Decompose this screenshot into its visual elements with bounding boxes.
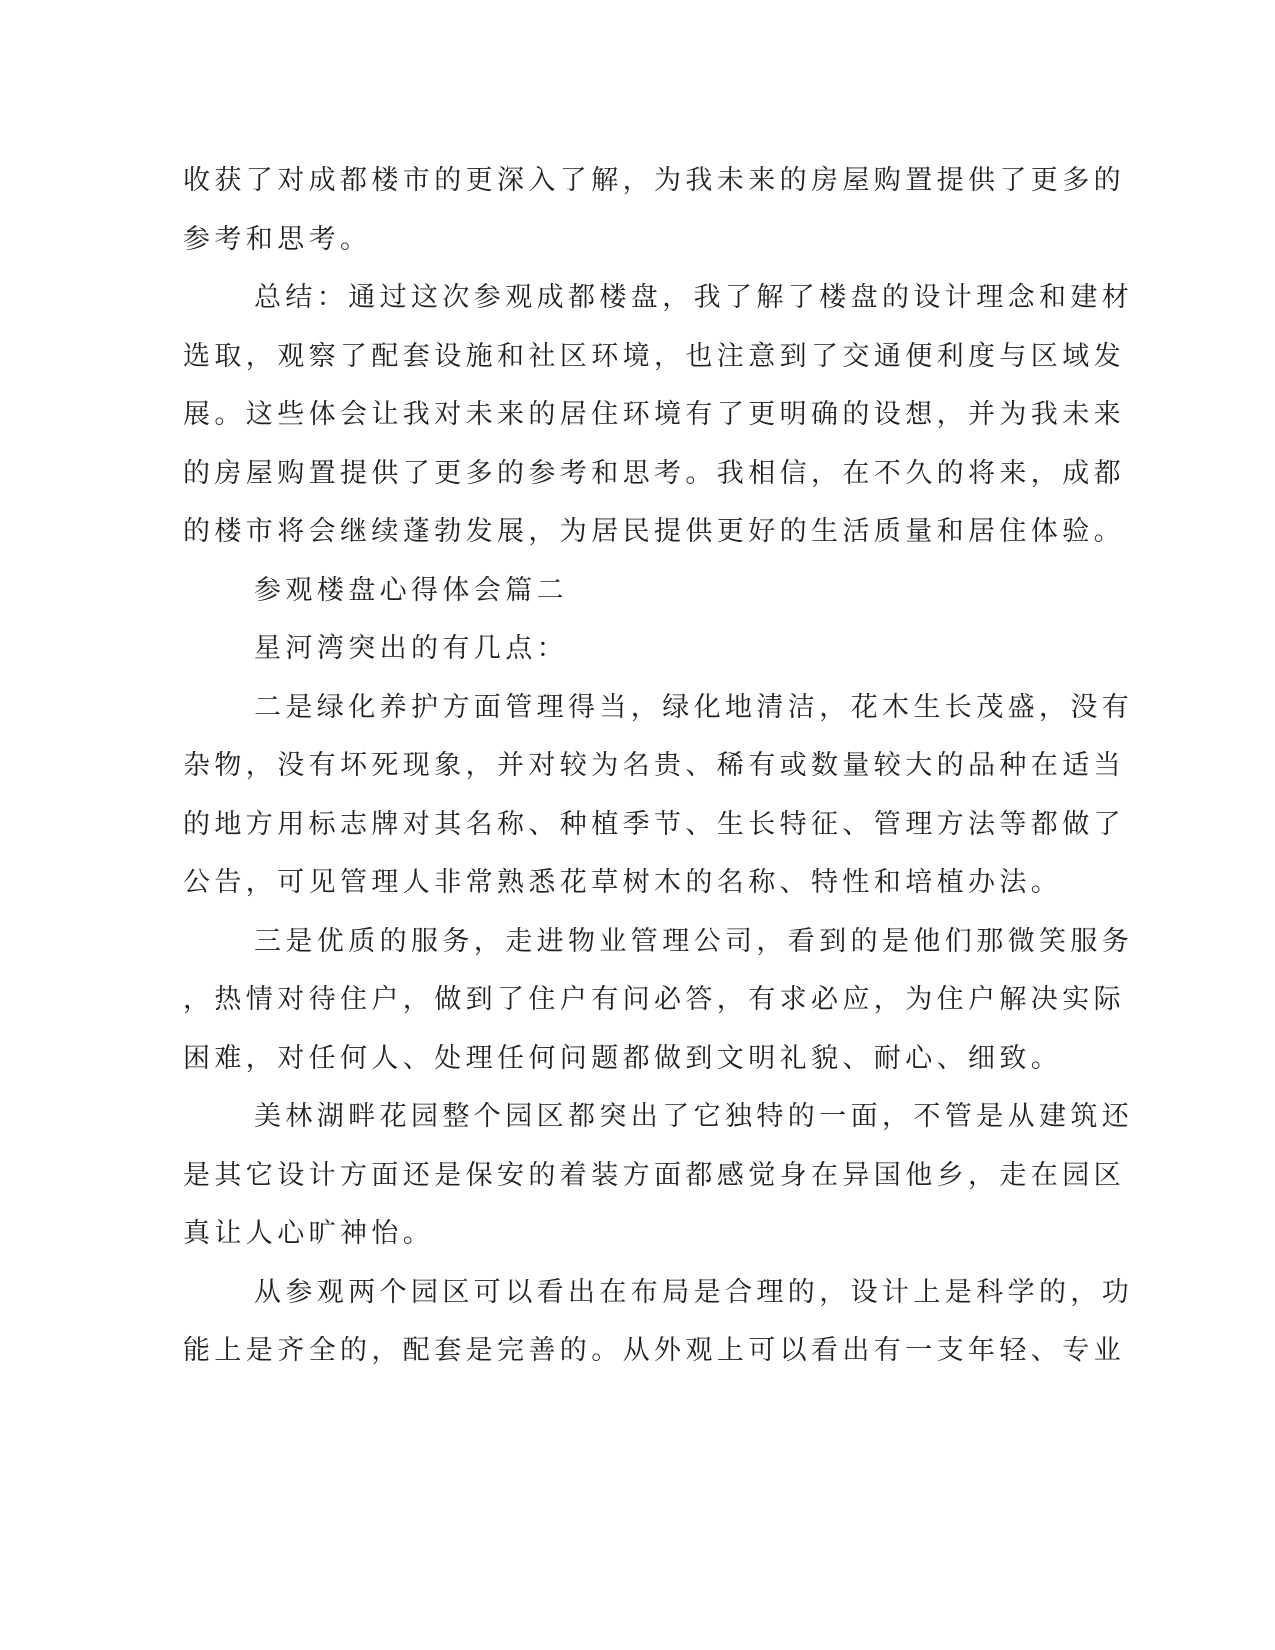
text-line: 杂物，没有坏死现象，并对较为名贵、稀有或数量较大的品种在适当	[183, 750, 1125, 781]
text-line: 二是绿化养护方面管理得当，绿化地清洁，花木生长茂盛，没有	[254, 691, 1134, 723]
text-line: 展。这些体会让我对未来的居住环境有了更明确的设想，并为我未来	[183, 399, 1125, 430]
text-line: 真让人心旷神怡。	[183, 1218, 435, 1249]
text-line: 选取，观察了配套设施和社区环境，也注意到了交通便利度与区域发	[183, 340, 1125, 372]
text-line: 能上是齐全的，配套是完善的。从外观上可以看出有一支年轻、专业	[183, 1335, 1125, 1366]
text-line: 收获了对成都楼市的更深入了解，为我未来的房屋购置提供了更多的	[183, 165, 1125, 196]
text-line: 美林湖畔花园整个园区都突出了它独特的一面，不管是从建筑还	[254, 1101, 1134, 1132]
text-line: 的地方用标志牌对其名称、种植季节、生长特征、管理方法等都做了	[183, 808, 1125, 840]
text-line: 的楼市将会继续蓬勃发展，为居民提供更好的生活质量和居住体验。	[183, 516, 1125, 547]
text-line: 三是优质的服务，走进物业管理公司，看到的是他们那微笑服务	[254, 925, 1134, 957]
text-line: 总结：通过这次参观成都楼盘，我了解了楼盘的设计理念和建材	[254, 282, 1134, 313]
text-line: 是其它设计方面还是保安的着装方面都感觉身在异国他乡，走在园区	[183, 1159, 1125, 1191]
section-heading: 参观楼盘心得体会篇二	[254, 574, 568, 606]
text-line: 困难，对任何人、处理任何问题都做到文明礼貌、耐心、细致。	[183, 1042, 1063, 1074]
text-line: 参考和思考。	[183, 223, 372, 255]
text-line: 公告，可见管理人非常熟悉花草树木的名称、特性和培植办法。	[183, 867, 1063, 898]
text-line: 从参观两个园区可以看出在布局是合理的，设计上是科学的，功	[254, 1276, 1134, 1308]
text-line: 的房屋购置提供了更多的参考和思考。我相信，在不久的将来，成都	[183, 457, 1125, 489]
document-body	[183, 152, 1134, 1381]
text-line: ，热情对待住户，做到了住户有问必答，有求必应，为住户解决实际	[183, 984, 1125, 1015]
text-line: 星河湾突出的有几点：	[254, 633, 568, 664]
